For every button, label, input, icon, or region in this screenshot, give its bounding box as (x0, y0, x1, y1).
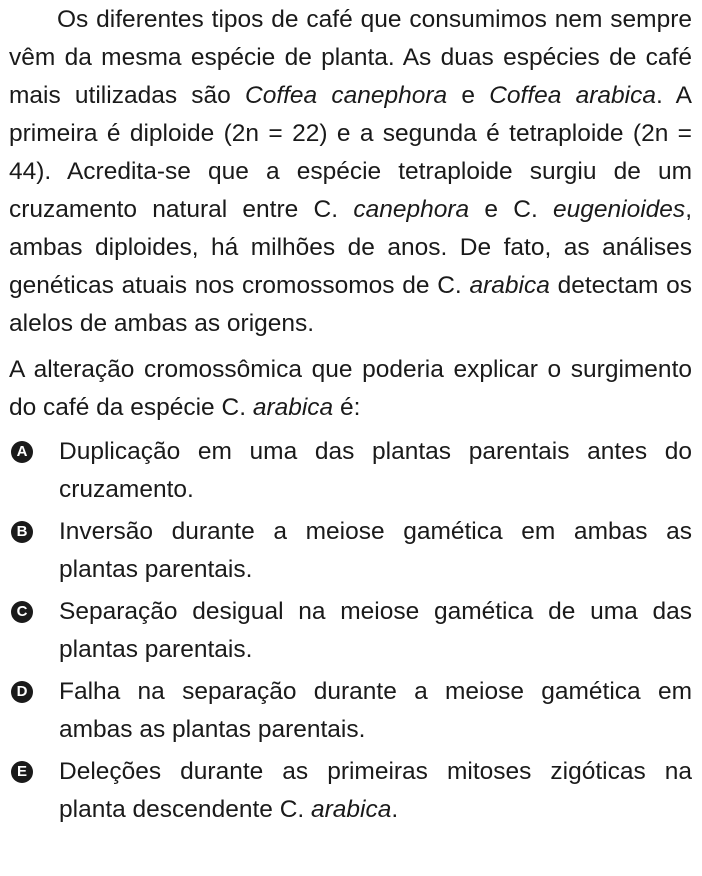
option-d-badge: D (11, 681, 33, 703)
question-prompt (9, 351, 692, 427)
option-b-text: Inversão durante a meiose gamética em ambas as plantas parentais. (59, 518, 692, 583)
prompt-text-3: é: (333, 394, 361, 421)
option-c-text: Separação desigual na meiose gamética de uma das plantas parentais. (59, 598, 692, 663)
option-e-badge: E (11, 761, 33, 783)
intro-text-4: C. (313, 196, 354, 223)
option-d[interactable] (9, 673, 692, 749)
prompt-text-1: A alteração cromossômica que poderia explicar o surgimento do café da espécie (9, 356, 692, 421)
option-b-badge: B (11, 521, 33, 543)
option-e-genus: C. (279, 796, 311, 823)
option-c[interactable] (9, 593, 692, 669)
option-e-period: . (391, 796, 399, 823)
intro-text-6: C. (513, 196, 554, 223)
species-c-canephora: canephora (353, 196, 470, 223)
answer-options (9, 433, 692, 829)
species-c-arabica: arabica (469, 272, 550, 299)
prompt-text-2: C. (221, 394, 253, 421)
option-e[interactable] (9, 753, 692, 829)
option-a[interactable] (9, 433, 692, 509)
option-d-text: Falha na separação durante a meiose gamética em ambas as plantas parentais. (59, 678, 692, 743)
option-a-text: Duplicação em uma das plantas parentais antes do cruzamento. (59, 438, 692, 503)
species-arabica: Coffea arabica (489, 82, 656, 109)
intro-text-2: e (447, 82, 490, 109)
intro-text-5: e (469, 196, 514, 223)
intro-text-7: , ambas diploides, há milhões de anos. De fato, as análises genéticas atuais nos cromossomos de (9, 196, 692, 299)
species-canephora: Coffea canephora (245, 82, 448, 109)
intro-paragraph (9, 0, 692, 343)
intro-text-8: C. (437, 272, 470, 299)
species-c-eugenioides: eugenioides (553, 196, 686, 223)
option-e-text: Deleções durante as primeiras mitoses zigóticas na planta descendente (59, 758, 692, 823)
intro-text-3: . A primeira é diploide (2n = 22) e a segunda é tetraploide (2n = 44). Acredita-se que a espécie tetraploide surgiu de um cruzamento natural entre (9, 82, 692, 223)
intro-text-9: detectam os alelos de ambas as origens. (9, 272, 692, 337)
prompt-species-arabica: arabica (252, 394, 334, 421)
intro-text-1: Os diferentes tipos de café que consumimos nem sempre vêm da mesma espécie de planta. As duas espécies de café mais utilizadas são (9, 6, 692, 109)
option-e-species: arabica (311, 796, 392, 823)
option-c-badge: C (11, 601, 33, 623)
option-b[interactable] (9, 513, 692, 589)
option-a-badge: A (11, 441, 33, 463)
